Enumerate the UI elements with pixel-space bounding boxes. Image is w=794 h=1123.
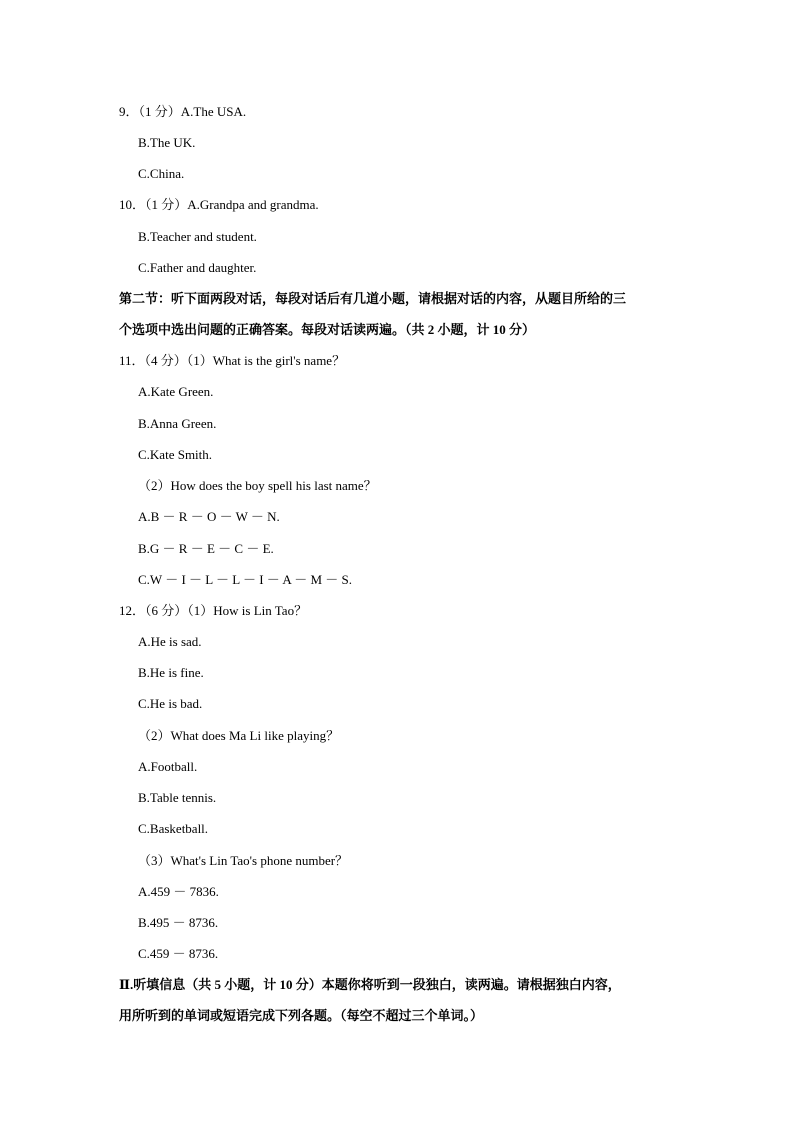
question-10-stem: 10．（1 分）A.Grandpa and grandma. (119, 197, 319, 212)
part-2-instructions-line-2: 用所听到的单词或短语完成下列各题。（每空不超过三个单词。） (119, 1008, 484, 1023)
question-11-1-option-b: B.Anna Green. (138, 416, 217, 431)
part-2-instructions-line-1: Ⅱ.听填信息（共 5 小题，计 10 分）本题你将听到一段独白，读两遍。请根据独白内容， (119, 977, 621, 992)
question-12-1-option-a: A.He is sad. (138, 634, 202, 649)
question-11-1-option-c: C.Kate Smith. (138, 447, 213, 462)
question-12-3-option-a: A.459 － 7836. (138, 884, 219, 899)
question-10-option-c: C.Father and daughter. (138, 260, 257, 275)
question-12-stem: 12．（6 分）（1）How is Lin Tao？ (119, 603, 308, 618)
question-12-sub-2: （2）What does Ma Li like playing？ (138, 728, 340, 743)
question-11-2-option-a: A.B － R － O － W － N. (138, 509, 280, 524)
question-11-2-option-b: B.G － R － E － C － E. (138, 541, 274, 556)
question-11-1-option-a: A.Kate Green. (138, 384, 214, 399)
question-9-stem: 9．（1 分）A.The USA. (119, 104, 247, 119)
question-12-3-option-c: C.459 － 8736. (138, 946, 219, 961)
question-9-option-c: C.China. (138, 166, 185, 181)
question-11-stem: 11．（4 分）（1）What is the girl's name？ (119, 353, 346, 368)
question-12-3-option-b: B.495 － 8736. (138, 915, 219, 930)
question-12-sub-3: （3）What's Lin Tao's phone number？ (138, 853, 349, 868)
question-12-2-option-a: A.Football. (138, 759, 198, 774)
question-9-option-b: B.The UK. (138, 135, 196, 150)
question-11-sub-2: （2）How does the boy spell his last name？ (138, 478, 377, 493)
question-10-option-b: B.Teacher and student. (138, 229, 257, 244)
question-12-1-option-c: C.He is bad. (138, 696, 203, 711)
question-12-1-option-b: B.He is fine. (138, 665, 204, 680)
question-11-2-option-c: C.W － I － L － L － I － A － M － S. (138, 572, 353, 587)
question-12-2-option-c: C.Basketball. (138, 821, 209, 836)
section-2-instructions-line-2: 个选项中选出问题的正确答案。每段对话读两遍。（共 2 小题，计 10 分） (119, 322, 536, 337)
question-12-2-option-b: B.Table tennis. (138, 790, 217, 805)
section-2-instructions-line-1: 第二节：听下面两段对话，每段对话后有几道小题，请根据对话的内容，从题目所给的三 (119, 291, 627, 306)
